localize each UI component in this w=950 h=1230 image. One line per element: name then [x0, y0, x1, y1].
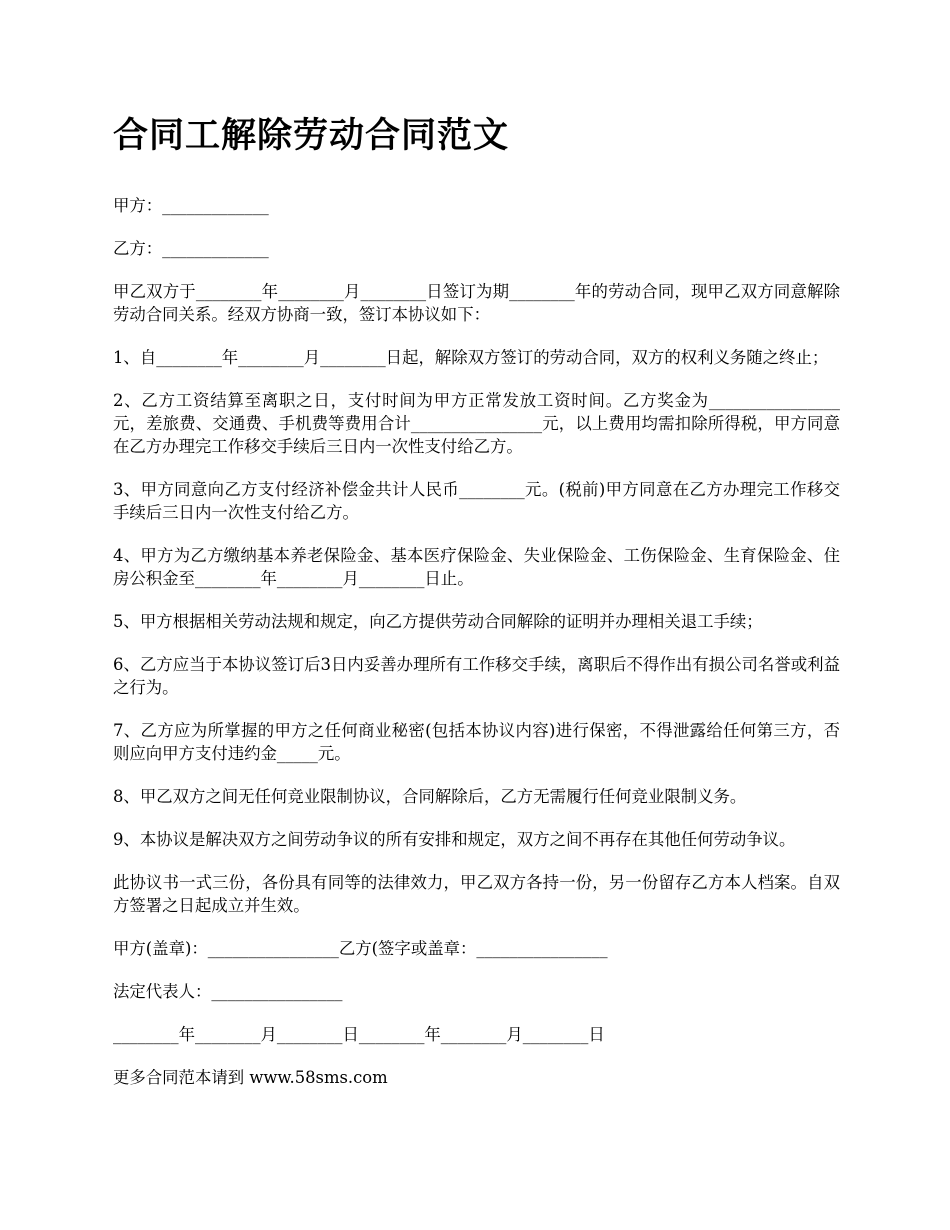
intro-paragraph: 甲乙双方于________年________月________日签订为期________年的劳动合同，现甲乙双方同意解除劳动合同关系。经双方协商一致，签订本协议如下： [113, 282, 840, 324]
clause-6: 6、乙方应当于本协议签订后3日内妥善办理所有工作移交手续，离职后不得作出有损公司名誉或利益之行为。 [113, 655, 840, 697]
date-line: ________年________月________日________年________月________日 [113, 1025, 605, 1044]
clause-9: 9、本协议是解决双方之间劳动争议的所有安排和规定，双方之间不再存在其他任何劳动争议。 [113, 830, 796, 849]
document-page [113, 112, 840, 1109]
party-a-line: 甲方：_____________ [113, 196, 269, 215]
clause-3: 3、甲方同意向乙方支付经济补偿金共计人民币________元。(税前)甲方同意在乙方办理完工作移交手续后三日内一次性支付给乙方。 [113, 480, 840, 522]
footer-link[interactable]: 更多合同范本请到 www.58sms.com [113, 1068, 388, 1087]
clause-1: 1、自________年________月________日起，解除双方签订的劳动合同，双方的权利义务随之终止； [113, 348, 829, 367]
clause-5: 5、甲方根据相关劳动法规和规定，向乙方提供劳动合同解除的证明并办理相关退工手续； [113, 612, 763, 631]
document-title: 合同工解除劳动合同范文 [113, 115, 510, 156]
clause-2: 2、乙方工资结算至离职之日，支付时间为甲方正常发放工资时间。乙方奖金为________________元，差旅费、交通费、手机费等费用合计________________元，以上费用均需扣除所得税，甲方同意在乙方办理完工作移交手续后三日内一次性支付给乙方。 [113, 391, 840, 456]
signature-line: 甲方(盖章)：________________乙方(签字或盖章：________________ [113, 939, 608, 958]
legal-representative-line: 法定代表人：________________ [113, 982, 343, 1001]
clause-8: 8、甲乙双方之间无任何竞业限制协议，合同解除后，乙方无需履行任何竞业限制义务。 [113, 787, 747, 806]
clause-7: 7、乙方应为所掌握的甲方之任何商业秘密(包括本协议内容)进行保密，不得泄露给任何第三方，否则应向甲方支付违约金_____元。 [113, 721, 840, 763]
party-b-line: 乙方：_____________ [113, 239, 269, 258]
clause-4: 4、甲方为乙方缴纳基本养老保险金、基本医疗保险金、失业保险金、工伤保险金、生育保险金、住房公积金至________年________月________日止。 [113, 546, 840, 588]
closing-paragraph: 此协议书一式三份，各份具有同等的法律效力，甲乙双方各持一份，另一份留存乙方本人档案。自双方签署之日起成立并生效。 [113, 873, 840, 915]
